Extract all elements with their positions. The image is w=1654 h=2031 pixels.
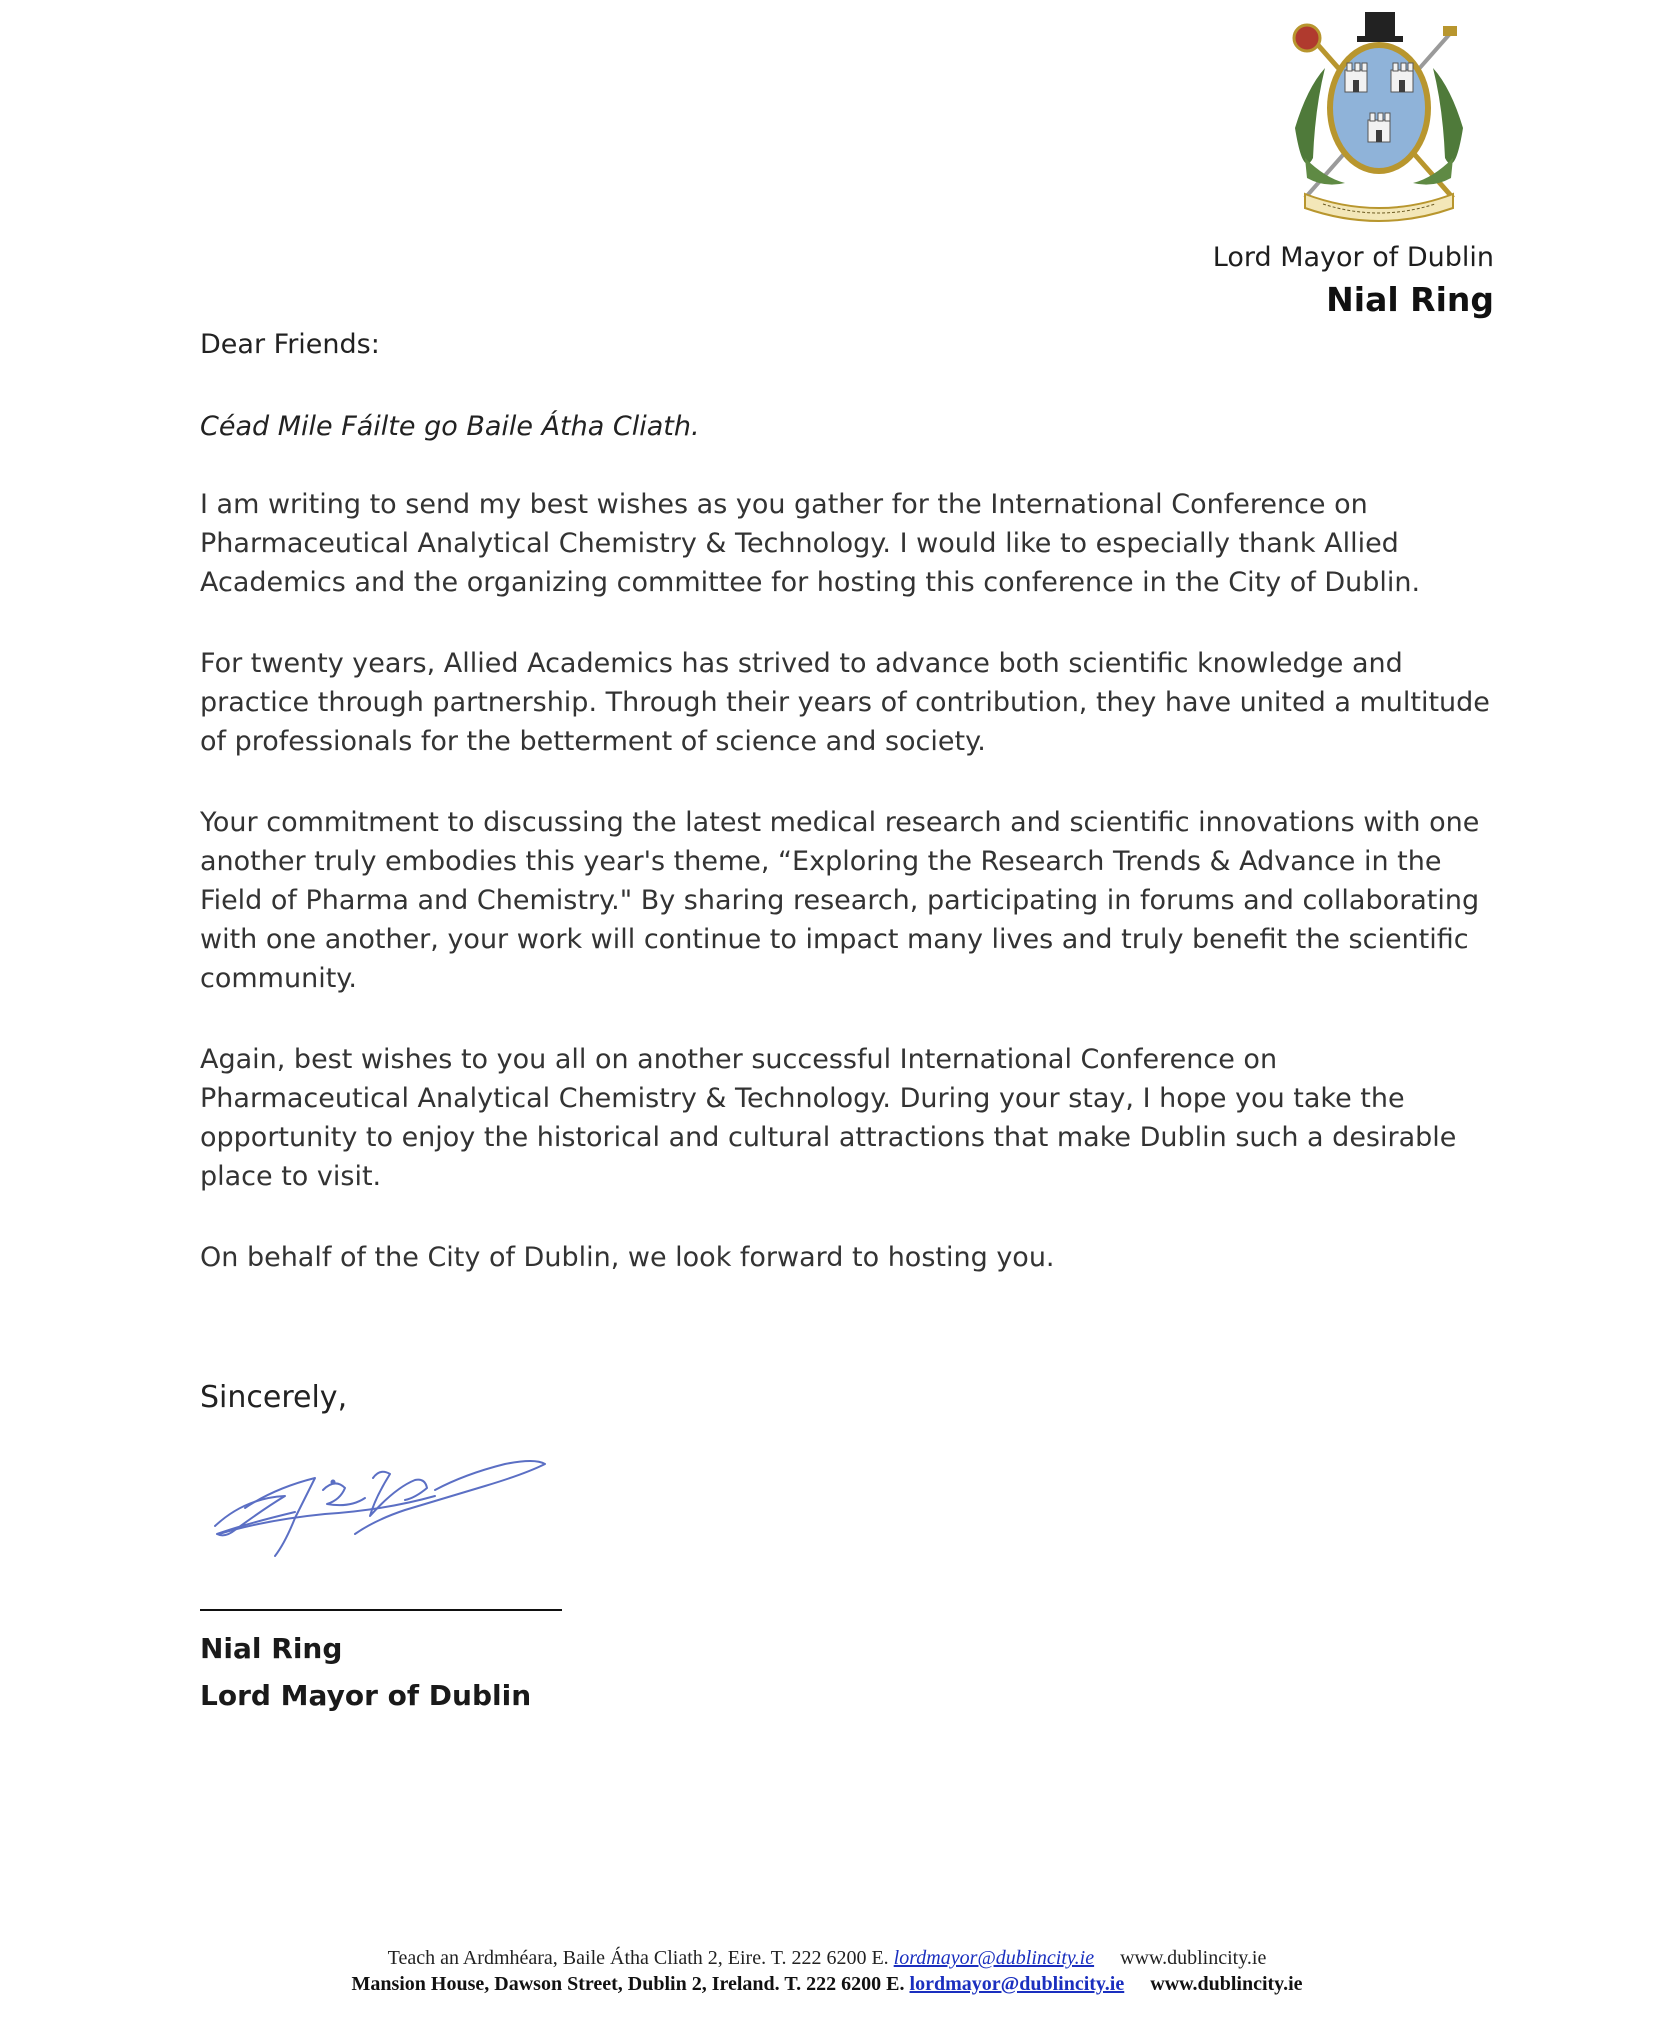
sender-name: Nial Ring (1326, 280, 1494, 319)
footer-website-irish[interactable]: www.dublincity.ie (1120, 1947, 1267, 1969)
paragraph-welcome: I am writing to send my best wishes as you gather for the International Conference on Pharmaceutical Analytical Chemistry & Technology. I would like to especially thank Allied Academics and the organizing committee for hosting this conference in the City of Dublin. (200, 489, 1421, 598)
closing: Sincerely, (200, 1380, 348, 1415)
paragraph-allied-academics: For twenty years, Allied Academics has strived to advance both scientific knowledge and practice through partnership. Through their years of contribution, they have united a multitude of professionals for the betterment of science and society. (200, 648, 1490, 757)
signoff-name: Nial Ring (200, 1632, 343, 1665)
letter-body (200, 325, 1490, 1319)
handwritten-signature-icon (205, 1438, 555, 1568)
paragraph-theme: Your commitment to discussing the latest medical research and scientific innovations with one another truly embodies this year's theme, “Exploring the Research Trends & Advance in the Field of Pharma and Chemistry." By sharing research, participating in forums and collaborating with one another, your work will continue to impact many lives and truly benefit the scientific community. (200, 807, 1480, 994)
paragraph-closing: On behalf of the City of Dublin, we look forward to hosting you. (200, 1242, 1055, 1273)
signature-line (200, 1609, 562, 1611)
footer-email-link[interactable]: lordmayor@dublincity.ie (909, 1973, 1125, 1995)
signoff-title: Lord Mayor of Dublin (200, 1679, 532, 1712)
letterhead-sender (1213, 240, 1494, 324)
irish-greeting: Céad Mile Fáilte go Baile Átha Cliath. (200, 411, 700, 442)
footer-website[interactable]: www.dublincity.ie (1150, 1973, 1303, 1995)
footer (0, 1945, 1654, 1997)
footer-irish-address: Teach an Ardmhéara, Baile Átha Cliath 2, Eire. T. 222 6200 E. (387, 1947, 889, 1969)
signoff-block (200, 1625, 531, 1719)
paragraph-best-wishes: Again, best wishes to you all on another successful International Conference on Pharmaceutical Analytical Chemistry & Technology. During your stay, I hope you take the opportunity to enjoy the historical and cultural attractions that make Dublin such a desirable place to visit. (200, 1044, 1457, 1192)
footer-email-link-irish[interactable]: lordmayor@dublincity.ie (893, 1947, 1095, 1969)
footer-english-address-line (0, 1971, 1654, 1997)
footer-english-address: Mansion House, Dawson Street, Dublin 2, Ireland. T. 222 6200 E. (351, 1973, 905, 1995)
sender-title: Lord Mayor of Dublin (1212, 242, 1494, 273)
salutation: Dear Friends: (200, 329, 380, 360)
dublin-coat-of-arms-icon (1285, 8, 1473, 226)
footer-irish-address-line (0, 1945, 1654, 1971)
